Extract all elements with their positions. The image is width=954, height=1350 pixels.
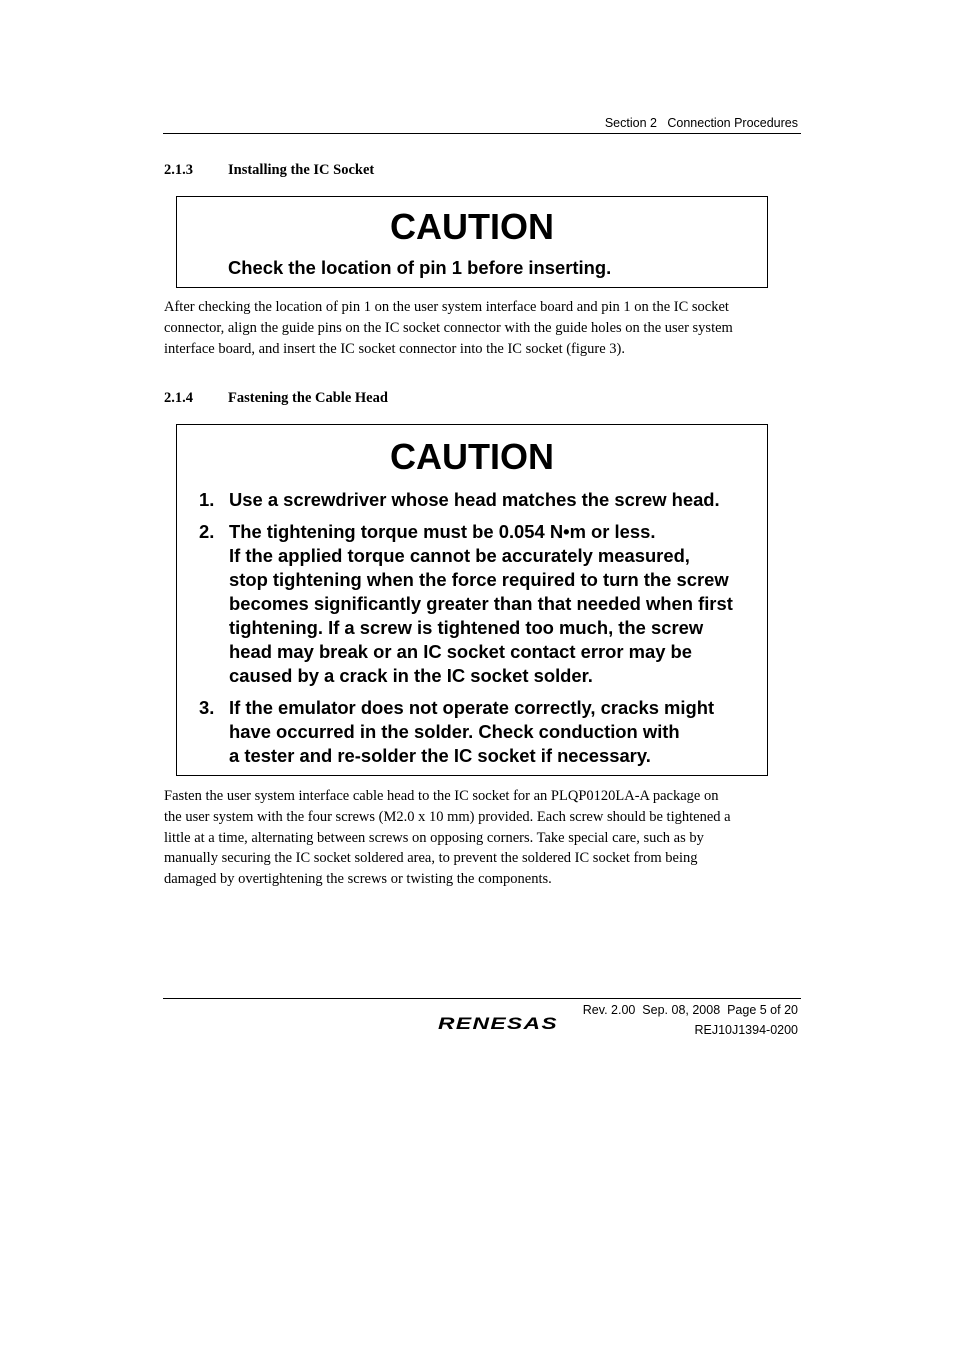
caution-text: Check the location of pin 1 before inserting. xyxy=(228,257,612,278)
list-index: 3. xyxy=(199,697,215,718)
list-line: If the applied torque cannot be accurately measured, xyxy=(229,545,690,566)
caution-list-item xyxy=(177,696,767,768)
paragraph-line: damaged by overtightening the screws or twisting the components. xyxy=(164,871,552,888)
section-number: 2.1.3 xyxy=(164,162,193,178)
caution-box-ic-socket xyxy=(176,196,768,288)
list-index: 2. xyxy=(199,521,215,542)
section-heading-2-1-3 xyxy=(164,162,374,179)
footer-doc-number: REJ10J1394-0200 xyxy=(694,1023,798,1037)
caution-title: CAUTION xyxy=(390,436,554,477)
section-title: Installing the IC Socket xyxy=(228,162,375,178)
list-line: The tightening torque must be 0.054 N•m or less. xyxy=(229,521,656,542)
caution-box-cable-head xyxy=(176,424,768,776)
footer-revision: Rev. 2.00 Sep. 08, 2008 Page 5 of 20 xyxy=(582,1003,798,1017)
paragraph-line: Fasten the user system interface cable head to the IC socket for an PLQP0120LA-A package on xyxy=(164,788,719,804)
list-index: 1. xyxy=(199,489,215,510)
paragraph-line: the user system with the four screws (M2.0 x 10 mm) provided. Each screw should be tightened a xyxy=(164,808,731,825)
list-line: becomes significantly greater than that needed when first xyxy=(229,593,733,614)
paragraph-line: manually securing the IC socket soldered area, to prevent the soldered IC socket from being xyxy=(164,850,698,867)
running-header: Section 2 Connection Procedures xyxy=(604,116,798,130)
list-line: tightening. If a screw is tightened too much, the screw xyxy=(229,617,704,638)
caution-list xyxy=(177,488,767,768)
list-line: have occurred in the solder. Check conduction with xyxy=(229,721,680,742)
header-rule xyxy=(163,133,801,134)
list-line: If the emulator does not operate correctly, cracks might xyxy=(229,697,715,718)
section-number: 2.1.4 xyxy=(164,390,193,406)
footer-rule xyxy=(163,998,801,999)
caution-list-item xyxy=(177,520,767,688)
paragraph-cable-head xyxy=(164,786,804,890)
section-heading-2-1-4 xyxy=(164,390,388,407)
paragraph-line: connector, align the guide pins on the IC socket connector with the guide holes on the user system xyxy=(164,319,733,336)
paragraph-line: little at a time, alternating between screws on opposing corners. Take special care, such as by xyxy=(164,829,704,846)
paragraph-line: interface board, and insert the IC socket connector into the IC socket (figure 3). xyxy=(164,340,626,357)
logo-text: RENESAS xyxy=(438,1014,558,1033)
section-title: Fastening the Cable Head xyxy=(228,390,388,406)
caution-title: CAUTION xyxy=(390,206,554,247)
paragraph-line: After checking the location of pin 1 on the user system interface board and pin 1 on the IC socket xyxy=(164,299,729,315)
list-line: head may break or an IC socket contact error may be xyxy=(229,641,693,662)
list-line: caused by a crack in the IC socket solder. xyxy=(229,665,593,686)
renesas-logo xyxy=(438,1013,560,1033)
list-line: stop tightening when the force required to turn the screw xyxy=(229,569,729,590)
caution-list-item xyxy=(177,488,767,512)
list-line: Use a screwdriver whose head matches the screw head. xyxy=(229,489,720,510)
paragraph-ic-socket xyxy=(164,297,804,359)
list-line: a tester and re-solder the IC socket if necessary. xyxy=(229,745,651,766)
